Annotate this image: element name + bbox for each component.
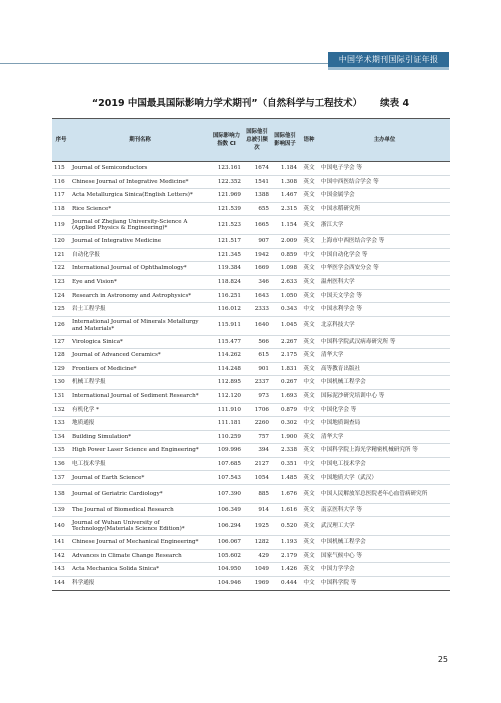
cell-no: 135	[52, 444, 70, 458]
cell-inst: 中国电子学会 等	[319, 162, 450, 176]
cell-inst: 上海市中西医结合学会 等	[319, 235, 450, 249]
cell-lang: 英文	[299, 202, 319, 216]
cell-inst: 中国天文学会 等	[319, 289, 450, 303]
cell-cites: 973	[243, 389, 271, 403]
cell-name: 科学通报	[70, 577, 210, 591]
cell-name: 机械工程学报	[70, 376, 210, 390]
header-name: 期刊名称	[70, 119, 210, 162]
table-row	[52, 162, 450, 176]
cell-cites: 901	[243, 362, 271, 376]
cell-ci: 121.539	[210, 202, 243, 216]
cell-lang: 英文	[299, 563, 319, 577]
cell-name: Virologica Sinica*	[70, 335, 210, 349]
cell-inst: 武汉理工大学	[319, 517, 450, 536]
cell-cites: 1282	[243, 536, 271, 550]
cell-no: 139	[52, 503, 70, 517]
cell-if: 1.467	[271, 189, 299, 203]
table-continuation-label: 续表 4	[380, 98, 410, 109]
cell-if: 0.520	[271, 517, 299, 536]
cell-no: 127	[52, 335, 70, 349]
cell-inst: 浙江大学	[319, 216, 450, 235]
cell-cites: 1541	[243, 175, 271, 189]
cell-lang: 中文	[299, 577, 319, 591]
cell-ci: 118.824	[210, 275, 243, 289]
cell-inst: 中华医学会西安分会 等	[319, 262, 450, 276]
cell-inst: 中国机械工程学会	[319, 376, 450, 390]
table-row	[52, 349, 450, 363]
cell-lang: 英文	[299, 175, 319, 189]
cell-name: Acta Mechanica Solida Sinica*	[70, 563, 210, 577]
cell-ci: 121.345	[210, 248, 243, 262]
table-row	[52, 577, 450, 591]
cell-no: 126	[52, 316, 70, 335]
cell-lang: 中文	[299, 248, 319, 262]
cell-inst: 中国科学院 等	[319, 577, 450, 591]
cell-if: 0.444	[271, 577, 299, 591]
cell-lang: 英文	[299, 503, 319, 517]
cell-ci: 104.950	[210, 563, 243, 577]
cell-cites: 1669	[243, 262, 271, 276]
cell-lang: 英文	[299, 335, 319, 349]
cell-lang: 英文	[299, 275, 319, 289]
cell-ci: 107.685	[210, 457, 243, 471]
table-row	[52, 471, 450, 485]
cell-cites: 1388	[243, 189, 271, 203]
cell-inst: 中国电工技术学会	[319, 457, 450, 471]
cell-inst: 清华大学	[319, 430, 450, 444]
cell-name: International Journal of Sediment Research*	[70, 389, 210, 403]
cell-no: 131	[52, 389, 70, 403]
table-row	[52, 503, 450, 517]
cell-if: 1.050	[271, 289, 299, 303]
cell-lang: 中文	[299, 457, 319, 471]
cell-no: 124	[52, 289, 70, 303]
cell-ci: 112.120	[210, 389, 243, 403]
table-title-main: “2019 中国最具国际影响力学术期刊”（自然科学与工程技术）	[91, 98, 363, 109]
cell-lang: 英文	[299, 471, 319, 485]
cell-no: 144	[52, 577, 70, 591]
header-rule	[0, 63, 328, 64]
table-row	[52, 389, 450, 403]
table-row	[52, 335, 450, 349]
cell-ci: 115.477	[210, 335, 243, 349]
cell-name: Journal of Earth Science*	[70, 471, 210, 485]
header-lang: 语种	[299, 119, 319, 162]
cell-lang: 英文	[299, 389, 319, 403]
cell-no: 138	[52, 485, 70, 504]
cell-name: Journal of Geriatric Cardiology*	[70, 485, 210, 504]
cell-name: Journal of Advanced Ceramics*	[70, 349, 210, 363]
cell-no: 119	[52, 216, 70, 235]
cell-if: 1.154	[271, 216, 299, 235]
header-cites: 国际他引总被引频次	[243, 119, 271, 162]
cell-if: 1.308	[271, 175, 299, 189]
cell-no: 125	[52, 303, 70, 317]
cell-ci: 104.946	[210, 577, 243, 591]
cell-if: 1.616	[271, 503, 299, 517]
cell-inst: 高等教育出版社	[319, 362, 450, 376]
header-no: 序号	[52, 119, 70, 162]
cell-inst: 中国机械工程学会	[319, 536, 450, 550]
cell-if: 0.267	[271, 376, 299, 390]
table-row	[52, 517, 450, 536]
cell-if: 1.426	[271, 563, 299, 577]
cell-ci: 111.181	[210, 417, 243, 431]
cell-lang: 英文	[299, 162, 319, 176]
cell-name: Eye and Vision*	[70, 275, 210, 289]
cell-ci: 111.910	[210, 403, 243, 417]
cell-lang: 英文	[299, 316, 319, 335]
cell-lang: 中文	[299, 417, 319, 431]
cell-no: 141	[52, 536, 70, 550]
cell-inst: 中国金属学会	[319, 189, 450, 203]
cell-inst: 国际泥沙研究培训中心 等	[319, 389, 450, 403]
cell-name: 电工技术学报	[70, 457, 210, 471]
cell-lang: 英文	[299, 444, 319, 458]
cell-lang: 英文	[299, 430, 319, 444]
table-row	[52, 485, 450, 504]
table-row	[52, 549, 450, 563]
cell-name: Journal of Semiconductors	[70, 162, 210, 176]
cell-if: 1.485	[271, 471, 299, 485]
cell-inst: 清华大学	[319, 349, 450, 363]
table-row	[52, 536, 450, 550]
cell-no: 134	[52, 430, 70, 444]
cell-inst: 中国力学学会	[319, 563, 450, 577]
table-row	[52, 563, 450, 577]
cell-no: 116	[52, 175, 70, 189]
cell-lang: 英文	[299, 349, 319, 363]
cell-no: 117	[52, 189, 70, 203]
cell-inst: 中国中西医结合学会 等	[319, 175, 450, 189]
cell-lang: 中文	[299, 376, 319, 390]
cell-inst: 温州医科大学	[319, 275, 450, 289]
cell-name: Frontiers of Medicine*	[70, 362, 210, 376]
cell-lang: 英文	[299, 189, 319, 203]
cell-cites: 1674	[243, 162, 271, 176]
cell-lang: 中文	[299, 403, 319, 417]
cell-no: 128	[52, 349, 70, 363]
cell-cites: 2333	[243, 303, 271, 317]
cell-if: 1.900	[271, 430, 299, 444]
table-row	[52, 303, 450, 317]
cell-if: 1.098	[271, 262, 299, 276]
cell-if: 2.179	[271, 549, 299, 563]
cell-cites: 1706	[243, 403, 271, 417]
cell-ci: 121.969	[210, 189, 243, 203]
cell-lang: 英文	[299, 216, 319, 235]
table-row	[52, 262, 450, 276]
cell-cites: 1643	[243, 289, 271, 303]
table-title	[0, 95, 501, 109]
cell-name: 有机化学 *	[70, 403, 210, 417]
cell-ci: 106.067	[210, 536, 243, 550]
cell-lang: 英文	[299, 517, 319, 536]
cell-ci: 107.390	[210, 485, 243, 504]
table-row	[52, 202, 450, 216]
header-inst: 主办单位	[319, 119, 450, 162]
cell-cites: 1049	[243, 563, 271, 577]
cell-no: 118	[52, 202, 70, 216]
cell-name: Rice Science*	[70, 202, 210, 216]
cell-ci: 123.161	[210, 162, 243, 176]
table-row	[52, 376, 450, 390]
cell-cites: 2337	[243, 376, 271, 390]
table-row	[52, 175, 450, 189]
cell-cites: 1640	[243, 316, 271, 335]
cell-cites: 566	[243, 335, 271, 349]
cell-ci: 106.294	[210, 517, 243, 536]
table-row	[52, 457, 450, 471]
cell-ci: 114.262	[210, 349, 243, 363]
cell-lang: 英文	[299, 262, 319, 276]
cell-name: Journal of Zhejiang University-Science A (Applied Physics & Engineering)*	[70, 216, 210, 235]
cell-if: 2.175	[271, 349, 299, 363]
cell-lang: 英文	[299, 289, 319, 303]
cell-lang: 英文	[299, 536, 319, 550]
cell-name: 地质通报	[70, 417, 210, 431]
table-row	[52, 430, 450, 444]
cell-cites: 757	[243, 430, 271, 444]
cell-if: 1.676	[271, 485, 299, 504]
cell-if: 1.693	[271, 389, 299, 403]
cell-no: 136	[52, 457, 70, 471]
cell-no: 130	[52, 376, 70, 390]
table-row	[52, 216, 450, 235]
cell-inst: 北京科技大学	[319, 316, 450, 335]
cell-if: 1.831	[271, 362, 299, 376]
running-header: 中国学术期刊国际引证年报	[328, 52, 449, 70]
journal-table	[52, 118, 450, 591]
cell-ci: 107.543	[210, 471, 243, 485]
cell-if: 0.302	[271, 417, 299, 431]
cell-name: Building Simulation*	[70, 430, 210, 444]
cell-cites: 885	[243, 485, 271, 504]
cell-inst: 中国科学院上海光学精密机械研究所 等	[319, 444, 450, 458]
cell-if: 0.879	[271, 403, 299, 417]
cell-name: Chinese Journal of Integrative Medicine*	[70, 175, 210, 189]
cell-inst: 南京医科大学 等	[319, 503, 450, 517]
cell-ci: 112.895	[210, 376, 243, 390]
cell-cites: 394	[243, 444, 271, 458]
cell-no: 120	[52, 235, 70, 249]
cell-name: 岩土工程学报	[70, 303, 210, 317]
cell-ci: 109.996	[210, 444, 243, 458]
cell-ci: 114.248	[210, 362, 243, 376]
table-row	[52, 235, 450, 249]
cell-cites: 1925	[243, 517, 271, 536]
cell-cites: 1054	[243, 471, 271, 485]
cell-lang: 中文	[299, 303, 319, 317]
cell-inst: 中国水稻研究所	[319, 202, 450, 216]
cell-no: 140	[52, 517, 70, 536]
cell-cites: 907	[243, 235, 271, 249]
page-number: 25	[437, 655, 448, 664]
cell-if: 2.338	[271, 444, 299, 458]
cell-no: 133	[52, 417, 70, 431]
cell-no: 132	[52, 403, 70, 417]
cell-lang: 英文	[299, 235, 319, 249]
cell-cites: 2260	[243, 417, 271, 431]
cell-ci: 121.523	[210, 216, 243, 235]
cell-cites: 1969	[243, 577, 271, 591]
cell-if: 2.315	[271, 202, 299, 216]
cell-no: 142	[52, 549, 70, 563]
cell-no: 137	[52, 471, 70, 485]
table-row	[52, 248, 450, 262]
cell-if: 2.009	[271, 235, 299, 249]
cell-no: 121	[52, 248, 70, 262]
cell-name: Advances in Climate Change Research	[70, 549, 210, 563]
cell-ci: 115.911	[210, 316, 243, 335]
cell-ci: 116.251	[210, 289, 243, 303]
table-row	[52, 403, 450, 417]
table-body	[52, 162, 450, 591]
table-row	[52, 417, 450, 431]
cell-if: 2.267	[271, 335, 299, 349]
cell-ci: 110.259	[210, 430, 243, 444]
cell-ci: 105.602	[210, 549, 243, 563]
cell-ci: 116.012	[210, 303, 243, 317]
cell-ci: 106.349	[210, 503, 243, 517]
cell-lang: 英文	[299, 362, 319, 376]
header-if: 国际他引影响因子	[271, 119, 299, 162]
cell-inst: 中国自动化学会 等	[319, 248, 450, 262]
cell-no: 123	[52, 275, 70, 289]
cell-cites: 429	[243, 549, 271, 563]
cell-cites: 2127	[243, 457, 271, 471]
cell-name: Acta Metallurgica Sinica(English Letters)*	[70, 189, 210, 203]
table-row	[52, 289, 450, 303]
table-row	[52, 189, 450, 203]
cell-if: 0.351	[271, 457, 299, 471]
cell-cites: 615	[243, 349, 271, 363]
cell-if: 0.343	[271, 303, 299, 317]
cell-ci: 122.352	[210, 175, 243, 189]
cell-no: 115	[52, 162, 70, 176]
cell-name: The Journal of Biomedical Research	[70, 503, 210, 517]
cell-if: 0.859	[271, 248, 299, 262]
cell-name: Research in Astronomy and Astrophysics*	[70, 289, 210, 303]
cell-cites: 1942	[243, 248, 271, 262]
cell-ci: 121.517	[210, 235, 243, 249]
cell-name: Journal of Wuhan University of Technology(Materials Science Edition)*	[70, 517, 210, 536]
cell-inst: 中国地质大学（武汉）	[319, 471, 450, 485]
cell-inst: 中国水利学会 等	[319, 303, 450, 317]
table-row	[52, 316, 450, 335]
cell-cites: 914	[243, 503, 271, 517]
cell-inst: 中国化学会 等	[319, 403, 450, 417]
table-header	[52, 119, 450, 162]
cell-name: Chinese Journal of Mechanical Engineering*	[70, 536, 210, 550]
table-row	[52, 444, 450, 458]
cell-no: 122	[52, 262, 70, 276]
cell-if: 1.045	[271, 316, 299, 335]
cell-name: 自动化学报	[70, 248, 210, 262]
cell-inst: 国家气候中心 等	[319, 549, 450, 563]
cell-no: 143	[52, 563, 70, 577]
cell-name: International Journal of Ophthalmology*	[70, 262, 210, 276]
cell-inst: 中国地质调查局	[319, 417, 450, 431]
cell-name: High Power Laser Science and Engineering*	[70, 444, 210, 458]
cell-inst: 中国科学院武汉病毒研究所 等	[319, 335, 450, 349]
cell-no: 129	[52, 362, 70, 376]
cell-if: 1.184	[271, 162, 299, 176]
cell-cites: 655	[243, 202, 271, 216]
cell-name: International Journal of Minerals Metallurgy and Materials*	[70, 316, 210, 335]
cell-ci: 119.384	[210, 262, 243, 276]
cell-lang: 英文	[299, 549, 319, 563]
cell-cites: 1665	[243, 216, 271, 235]
cell-inst: 中国人民解放军总医院老年心血管病研究所	[319, 485, 450, 504]
header-ci: 国际影响力指数 CI	[210, 119, 243, 162]
table-row	[52, 362, 450, 376]
cell-cites: 346	[243, 275, 271, 289]
table-row	[52, 275, 450, 289]
cell-name: Journal of Integrative Medicine	[70, 235, 210, 249]
cell-if: 1.193	[271, 536, 299, 550]
cell-if: 2.633	[271, 275, 299, 289]
cell-lang: 英文	[299, 485, 319, 504]
